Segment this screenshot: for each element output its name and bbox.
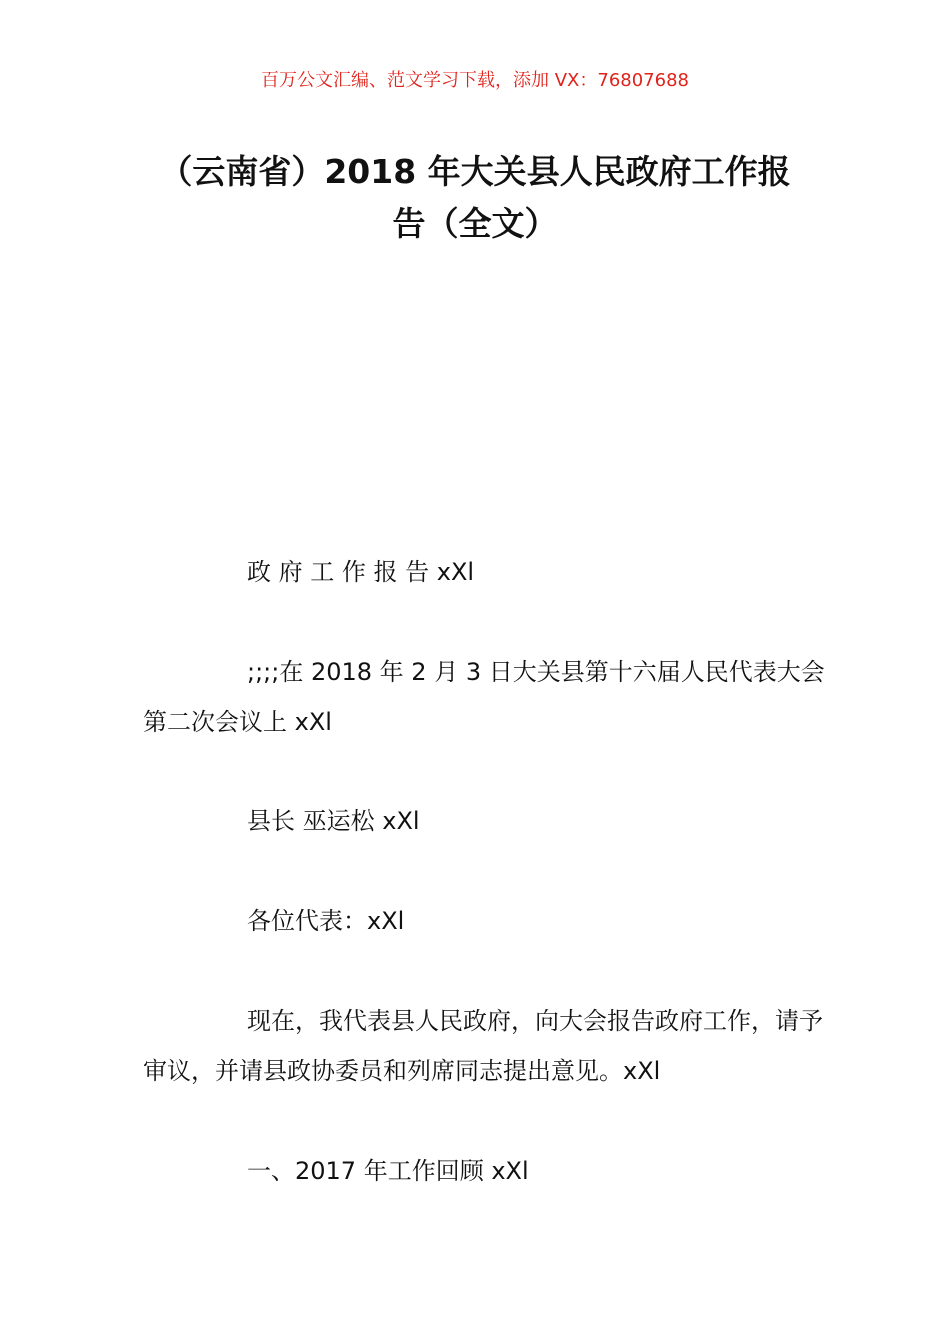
- section-heading: 一、2017 年工作回顾 xXl: [247, 1157, 529, 1185]
- intro-paragraph: 现在，我代表县人民政府，向大会报告政府工作，请予审议，并请县政协委员和列席同志提出意见。xXl: [143, 1007, 823, 1085]
- report-heading: 政 府 工 作 报 告 xXl: [247, 558, 475, 586]
- salutation: 各位代表：xXl: [247, 907, 405, 935]
- document-title-line-2: 告（全文）: [392, 204, 558, 243]
- header-note: 百万公文汇编、范文学习下载，添加 VX：76807688: [261, 70, 689, 91]
- speaker-line: 县长 巫运松 xXl: [247, 807, 420, 835]
- document-title-line-1: （云南省）2018 年大关县人民政府工作报: [159, 152, 791, 191]
- meeting-line: ;;;;在 2018 年 2 月 3 日大关县第十六届人民代表大会第二次会议上 xXl: [143, 658, 825, 736]
